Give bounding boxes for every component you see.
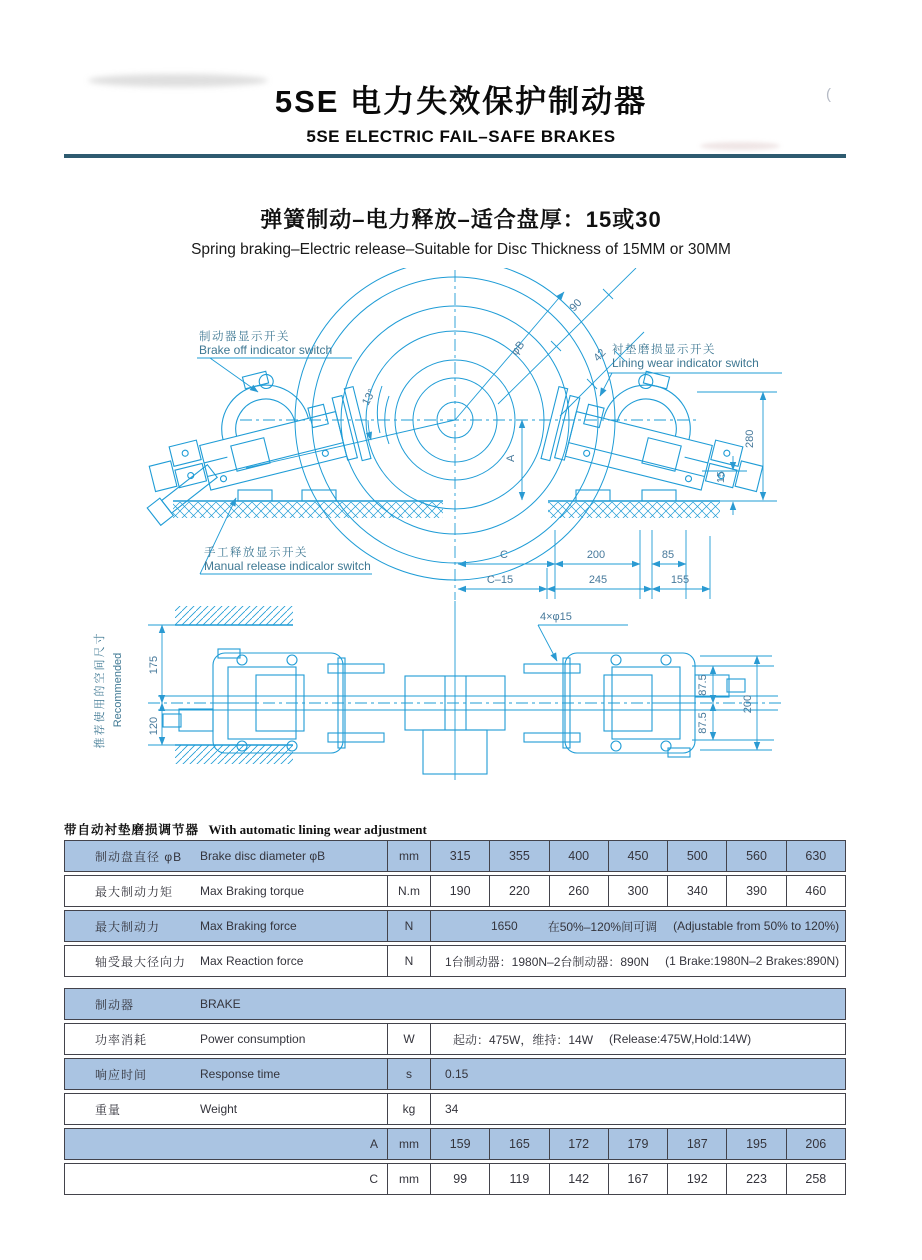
cell-value: 206: [786, 1129, 845, 1159]
left-caliper-plan: [163, 649, 384, 753]
spec-table: [64, 840, 846, 980]
row-label-en: Max Reaction force: [200, 954, 304, 968]
header-label-zh: 制动器: [95, 997, 135, 1012]
table-row: [64, 1058, 846, 1090]
cell-value: 450: [608, 841, 667, 871]
header-label-en: BRAKE: [200, 997, 241, 1011]
table-row: [64, 1128, 846, 1160]
cell-value: 223: [726, 1164, 785, 1194]
cell-value: 315: [430, 841, 489, 871]
row-label-zh: 制动盘直径 φB: [95, 849, 183, 864]
row-label-zh: 轴受最大径向力: [95, 954, 187, 969]
callout-lining-en: Lining wear indicator switch: [612, 356, 759, 370]
cell-value: 187: [667, 1129, 726, 1159]
cell-value: 165: [489, 1129, 548, 1159]
cell-value: 220: [489, 876, 548, 906]
row-label-zh: 最大制动力矩: [95, 884, 174, 899]
centerlines-front: [240, 270, 700, 600]
callout-lining-zh: 衬垫磨损显示开关: [612, 344, 716, 356]
callout-manual-zh: 手工释放显示开关: [204, 547, 308, 559]
dim-200-front: 200: [586, 549, 606, 561]
row-unit: N: [387, 946, 430, 976]
dim-A: A: [505, 454, 517, 462]
table-note-en: With automatic lining wear adjustment: [208, 822, 427, 837]
cell-value: 260: [549, 876, 608, 906]
dim-87-5-top: 87.5: [697, 674, 709, 696]
cell-value: 300: [608, 876, 667, 906]
right-caliper-front: [541, 352, 778, 511]
phiB-dimension: [455, 292, 564, 420]
cell-value: 560: [726, 841, 785, 871]
row-label-en: Power consumption: [200, 1032, 306, 1046]
dim-155: 155: [670, 574, 690, 586]
dim-holes: 4×φ15: [540, 611, 572, 623]
callout-brake-off-en: Brake off indicator switch: [199, 343, 333, 357]
left-caliper-front: [134, 352, 371, 511]
table-row: [64, 945, 846, 977]
vertical-dimensions: [522, 392, 777, 515]
dim-C: C: [500, 549, 508, 561]
cell-value: 340: [667, 876, 726, 906]
horizontal-dimensions: [458, 530, 710, 599]
row-label-zh: 响应时间: [95, 1067, 148, 1082]
row-label-zh: 最大制动力: [95, 919, 161, 934]
cell-value: 400: [549, 841, 608, 871]
header-divider: [64, 154, 846, 158]
technical-drawing: [0, 268, 922, 818]
dim-120: 120: [148, 716, 160, 736]
dim-245: 245: [588, 574, 608, 586]
cell-value: 119: [489, 1164, 548, 1194]
cell-value: 500: [667, 841, 726, 871]
row-unit: N: [387, 911, 430, 941]
cell-value: 460: [786, 876, 845, 906]
row-unit: W: [387, 1024, 430, 1054]
row-unit: mm: [387, 1129, 430, 1159]
row-label-letter: A: [369, 1137, 378, 1151]
callout-space-en: Recommended: [112, 652, 124, 728]
cell-value: 192: [667, 1164, 726, 1194]
row-label-zh: 功率消耗: [95, 1032, 148, 1047]
dim-87-5-bottom: 87.5: [697, 712, 709, 734]
cell-merged: 1650 在50%–120%间可调 (Adjustable from 50% to 120%): [430, 911, 845, 941]
table-row: [64, 840, 846, 872]
hub-plan: [405, 601, 505, 780]
table-row: [64, 875, 846, 907]
table-row: [64, 910, 846, 942]
cell-value: 355: [489, 841, 548, 871]
row-label-en: Response time: [200, 1067, 281, 1081]
dim-angle-13: 13°: [360, 387, 379, 408]
dim-15: 15: [715, 471, 727, 483]
table-row: [64, 1023, 846, 1055]
callout-manual-en: Manual release indicalor switch: [204, 559, 371, 573]
scan-artifact-paren: (: [826, 86, 831, 103]
cell-value: 142: [549, 1164, 608, 1194]
cell-value: 630: [786, 841, 845, 871]
dim-C15: C–15: [486, 574, 514, 586]
row-label-en: Max Braking force: [200, 919, 297, 933]
page-title-en: 5SE ELECTRIC FAIL–SAFE BRAKES: [306, 127, 616, 146]
cell-merged: 34: [430, 1094, 845, 1124]
page-title-zh: 5SE 电力失效保护制动器: [274, 84, 648, 119]
cell-value: 167: [608, 1164, 667, 1194]
callout-brake-off-zh: 制动器显示开关: [199, 331, 290, 343]
row-unit: s: [387, 1059, 430, 1089]
right-caliper-plan: [524, 653, 745, 757]
row-label-letter: C: [369, 1172, 378, 1186]
dim-85: 85: [661, 549, 675, 561]
table-note: [64, 820, 427, 838]
cell-value: 258: [786, 1164, 845, 1194]
dim-175: 175: [148, 655, 160, 675]
dim-280: 280: [744, 429, 756, 448]
cell-value: 190: [430, 876, 489, 906]
table-note-zh: 带自动衬垫磨损调节器: [64, 823, 200, 837]
callout-leaders: [197, 358, 782, 574]
row-unit: kg: [387, 1094, 430, 1124]
dim-phiB: φB: [508, 339, 528, 358]
mounting-walls: [175, 606, 293, 764]
row-unit: mm: [387, 841, 430, 871]
cell-value: 99: [430, 1164, 489, 1194]
row-label-en: Brake disc diameter φB: [200, 849, 326, 863]
intro-line-zh: 弹簧制动–电力释放–适合盘厚：15或30: [260, 207, 662, 232]
table-row: [64, 1093, 846, 1125]
row-label-en: Max Braking torque: [200, 884, 305, 898]
row-label-en: Weight: [200, 1102, 238, 1116]
angle-13-dimension: [246, 420, 455, 468]
dim-200-plan: 200: [742, 694, 754, 714]
row-unit: N.m: [387, 876, 430, 906]
cell-merged: 1台制动器：1980N–2台制动器：890N (1 Brake:1980N–2 Brakes:890N): [430, 946, 845, 976]
intro-line-en: Spring braking–Electric release–Suitable for Disc Thickness of 15MM or 30MM: [191, 241, 731, 258]
row-unit: mm: [387, 1164, 430, 1194]
dim-90: 90: [567, 296, 585, 315]
dim-42: 42: [591, 346, 609, 365]
cell-merged: 起动：475W，维持：14W (Release:475W,Hold:14W): [430, 1024, 845, 1054]
table-header-row: [64, 988, 846, 1020]
cell-value: 390: [726, 876, 785, 906]
ground-hatching: [173, 501, 777, 518]
cell-value: 172: [549, 1129, 608, 1159]
cell-value: 195: [726, 1129, 785, 1159]
table-row: [64, 1163, 846, 1195]
row-label-zh: 重量: [95, 1102, 122, 1117]
callout-space-zh: 推荐使用的空间尺寸: [94, 631, 106, 749]
cell-value: 179: [608, 1129, 667, 1159]
cell-merged: 0.15: [430, 1059, 845, 1089]
caliper-feet: [238, 490, 676, 501]
cell-value: 159: [430, 1129, 489, 1159]
brake-table: [64, 988, 846, 1198]
